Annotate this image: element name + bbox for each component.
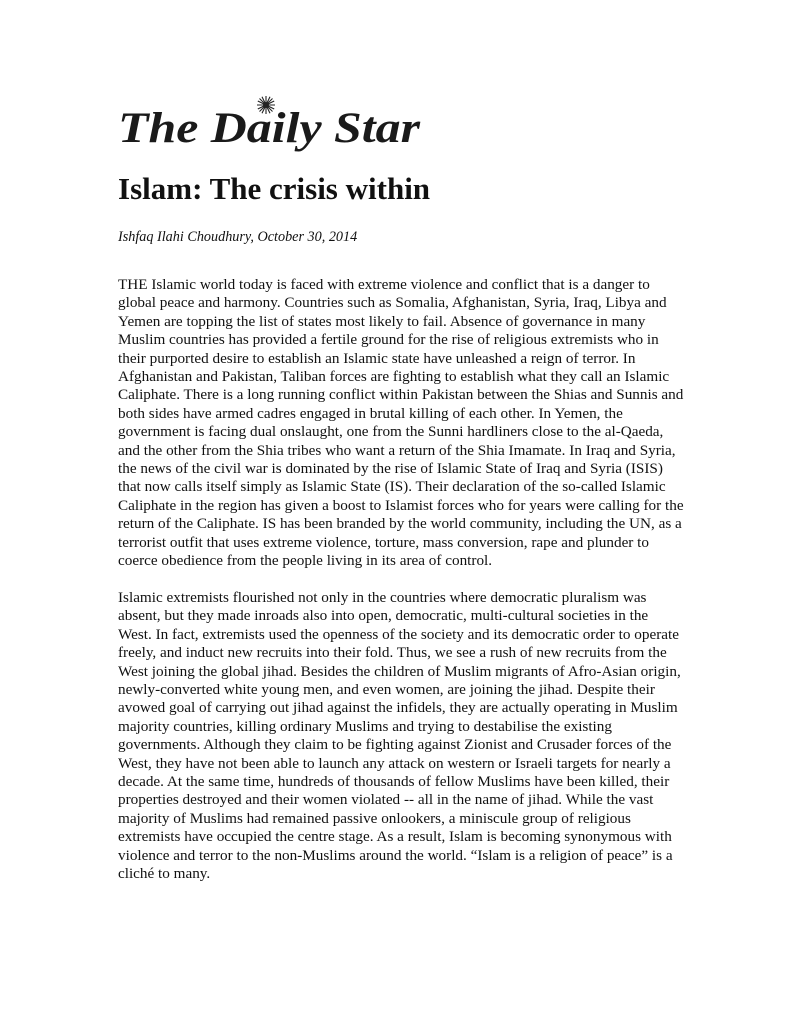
article-paragraph: Islamic extremists flourished not only in the countries where democratic pluralism was absent, but they made inroads also into open, democratic, multi-cultural societies in the West. In fact, extremists used the openness of the society and its democratic order to operate freely, and induct new recruits into their fold. Thus, we see a rush of new recruits from the West joining the global jihad. Besides the children of Muslim migrants of Afro-Asian origin, newly-converted white young men, and even women, are joining the jihad. Despite their avowed goal of carrying out jihad against the infidels, they are actually operating in Muslim majority countries, killing ordinary Muslims and trying to destabilise the existing governments. Although they claim to be fighting against Zionist and Crusader forces of the West, they have not been able to launch any attack on western or Israeli targets for nearly a decade. At the same time, hundreds of thousands of fellow Muslims have been killed, their properties destroyed and their women violated -- all in the name of jihad. While the vast majority of Muslims had remained passive onlookers, a miniscule group of religious extremists have occupied the centre stage. As a result, Islam is becoming synonymous with violence and terror to the non-Muslims around the world. “Islam is a religion of peace” is a cliché to many. [118, 588, 681, 882]
article-paragraph: THE Islamic world today is faced with extreme violence and conflict that is a danger to global peace and harmony. Countries such as Somalia, Afghanistan, Syria, Iraq, Libya and Yemen are topping the list of states most likely to fail. Absence of governance in many Muslim countries has provided a fertile ground for the rise of religious extremists who in their purported desire to establish an Islamic state have unleashed a reign of terror. In Afghanistan and Pakistan, Taliban forces are fighting to establish what they call an Islamic Caliphate. There is a long running conflict within Pakistan between the Shias and Sunnis and both sides have armed cadres engaged in brutal killing of each other. In Yemen, the government is facing dual onslaught, one from the Sunni hardliners close to the al-Qaeda, and the other from the Shia tribes who want a return of the Shia Imamate. In Iraq and Syria, the news of the civil war is dominated by the rise of Islamic State of Iraq and Syria (ISIS) that now calls itself simply as Islamic State (IS). Their declaration of the so-called Islamic Caliphate in the region has given a boost to Islamist forces who for years were calling for the return of the Caliphate. IS has been branded by the world community, including the UN, as a terrorist outfit that uses extreme violence, torture, mass conversion, rape and plunder to coerce obedience from the people living in its area of control. [118, 276, 684, 570]
daily-star-logo [116, 92, 426, 158]
masthead-wordmark: The Daily Star [118, 105, 422, 152]
article-headline: Islam: The crisis within [118, 171, 431, 206]
masthead-logo [116, 92, 426, 158]
article-byline: Ishfaq Ilahi Choudhury, October 30, 2014 [118, 229, 358, 245]
article-body [118, 276, 684, 883]
